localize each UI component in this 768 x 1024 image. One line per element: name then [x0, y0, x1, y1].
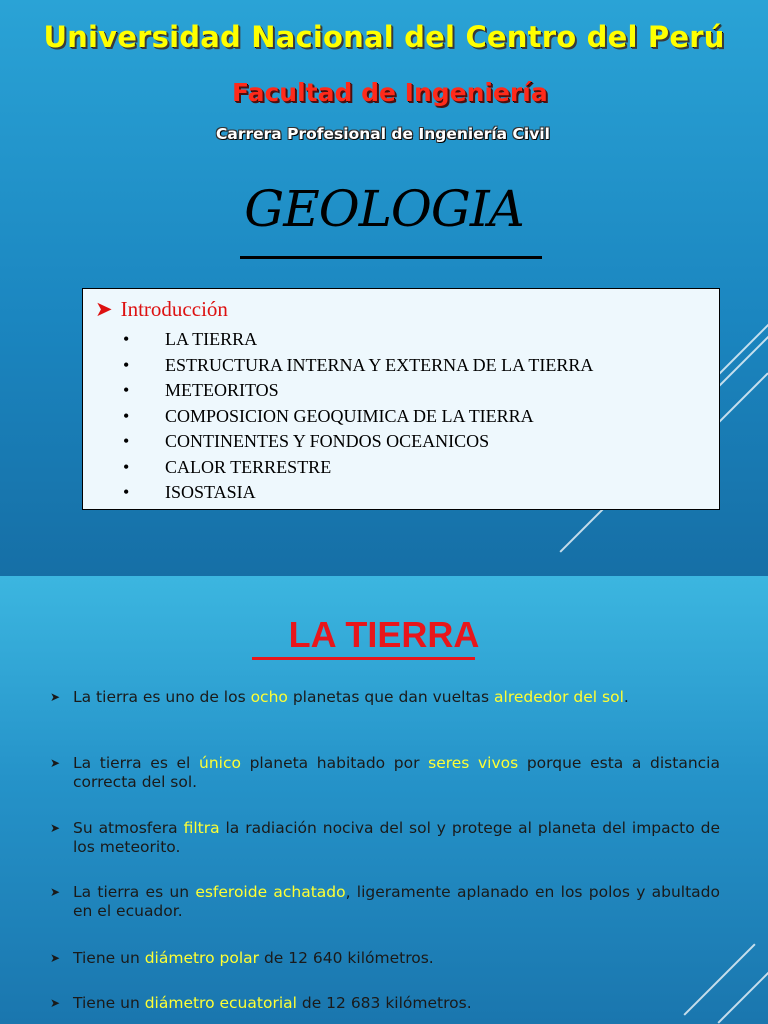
la-tierra-slide — [0, 576, 768, 1024]
text-run: La tierra es uno de los — [73, 688, 251, 706]
bullet-icon: • — [123, 456, 130, 477]
bullet-paragraph — [50, 688, 720, 707]
intro-heading — [95, 297, 228, 322]
bullet-icon: • — [123, 431, 130, 451]
arrow-bullet-icon: ➤ — [95, 297, 113, 321]
text-run: , ligeramente aplanado en los polos y abultado en el ecuador. — [73, 883, 720, 920]
text-run: de 12 640 kilómetros. — [259, 949, 434, 967]
bullet-paragraph — [50, 754, 720, 792]
highlighted-text: ocho — [250, 688, 288, 706]
intro-list-item — [123, 480, 593, 506]
bullet-icon: • — [123, 482, 130, 502]
intro-list-item-label: CALOR TERRESTRE — [165, 456, 332, 477]
text-run: de 12 683 kilómetros. — [296, 994, 472, 1012]
arrow-bullet-icon: ➤ — [50, 756, 61, 770]
intro-list-item — [123, 378, 593, 404]
intro-list-item — [123, 429, 593, 455]
bullet-icon: • — [123, 354, 130, 375]
text-run: La tierra es un — [73, 883, 196, 901]
paragraph-text — [73, 819, 720, 857]
highlighted-text: esferoide achatado — [195, 883, 346, 901]
career-name: Carrera Profesional de Ingeniería Civil — [216, 125, 550, 143]
intro-list-item-label: COMPOSICION GEOQUIMICA DE LA TIERRA — [165, 405, 534, 426]
intro-list-item-label: ISOSTASIA — [165, 482, 256, 502]
course-title: GEOLOGIA — [244, 180, 524, 238]
paragraph-text — [73, 949, 720, 968]
text-run: Tiene un — [73, 994, 145, 1012]
paragraph-text — [73, 754, 720, 792]
faculty-name: Facultad de Ingeniería — [232, 78, 548, 107]
bullet-icon: • — [123, 405, 130, 426]
intro-list — [123, 327, 593, 506]
arrow-bullet-icon: ➤ — [50, 885, 61, 899]
arrow-bullet-icon: ➤ — [50, 690, 61, 704]
highlighted-text: filtra — [183, 819, 220, 837]
text-run: planetas que dan vueltas — [287, 688, 495, 706]
introduction-box — [82, 288, 720, 510]
slide-title: LA TIERRA — [288, 614, 480, 655]
intro-list-item-label: CONTINENTES Y FONDOS OCEANICOS — [165, 431, 490, 451]
bullet-paragraph — [50, 994, 720, 1013]
university-name: Universidad Nacional del Centro del Perú — [43, 20, 725, 54]
text-run: . — [623, 688, 629, 706]
text-run: Tiene un — [73, 949, 145, 967]
decorative-line — [715, 320, 768, 378]
highlighted-text: único — [199, 754, 241, 772]
decorative-line — [559, 507, 604, 552]
paragraph-text — [73, 883, 720, 921]
slide-title-underline — [252, 657, 475, 660]
arrow-bullet-icon: ➤ — [50, 951, 61, 965]
bullet-icon: • — [123, 329, 130, 349]
bullet-paragraph — [50, 819, 720, 857]
arrow-bullet-icon: ➤ — [50, 996, 61, 1010]
text-run: la radiación nociva del sol y protege al planeta del impacto de los meteorito. — [73, 819, 720, 856]
intro-heading-label: Introducción — [120, 297, 228, 321]
intro-list-item — [123, 353, 593, 379]
highlighted-text: seres vivos — [428, 754, 519, 772]
text-run: Su atmosfera — [73, 819, 184, 837]
highlighted-text: alrededor del sol — [494, 688, 624, 706]
paragraph-text — [73, 994, 720, 1013]
intro-list-item-label: LA TIERRA — [165, 329, 258, 349]
bullet-paragraph — [50, 949, 720, 968]
bullet-paragraph — [50, 883, 720, 921]
intro-list-item-label: ESTRUCTURA INTERNA Y EXTERNA DE LA TIERRA — [165, 354, 594, 375]
intro-list-item — [123, 404, 593, 430]
highlighted-text: diámetro polar — [144, 949, 260, 967]
intro-list-item — [123, 455, 593, 481]
title-underline — [240, 256, 542, 259]
text-run: planeta habitado por — [240, 754, 429, 772]
text-run: La tierra es el — [73, 754, 199, 772]
intro-list-item — [123, 327, 593, 353]
intro-list-item-label: METEORITOS — [165, 380, 279, 400]
bullet-icon: • — [123, 380, 130, 400]
highlighted-text: diámetro ecuatorial — [144, 994, 297, 1012]
text-run: porque esta a distancia correcta del sol. — [73, 754, 720, 791]
paragraph-text — [73, 688, 720, 707]
arrow-bullet-icon: ➤ — [50, 821, 61, 835]
